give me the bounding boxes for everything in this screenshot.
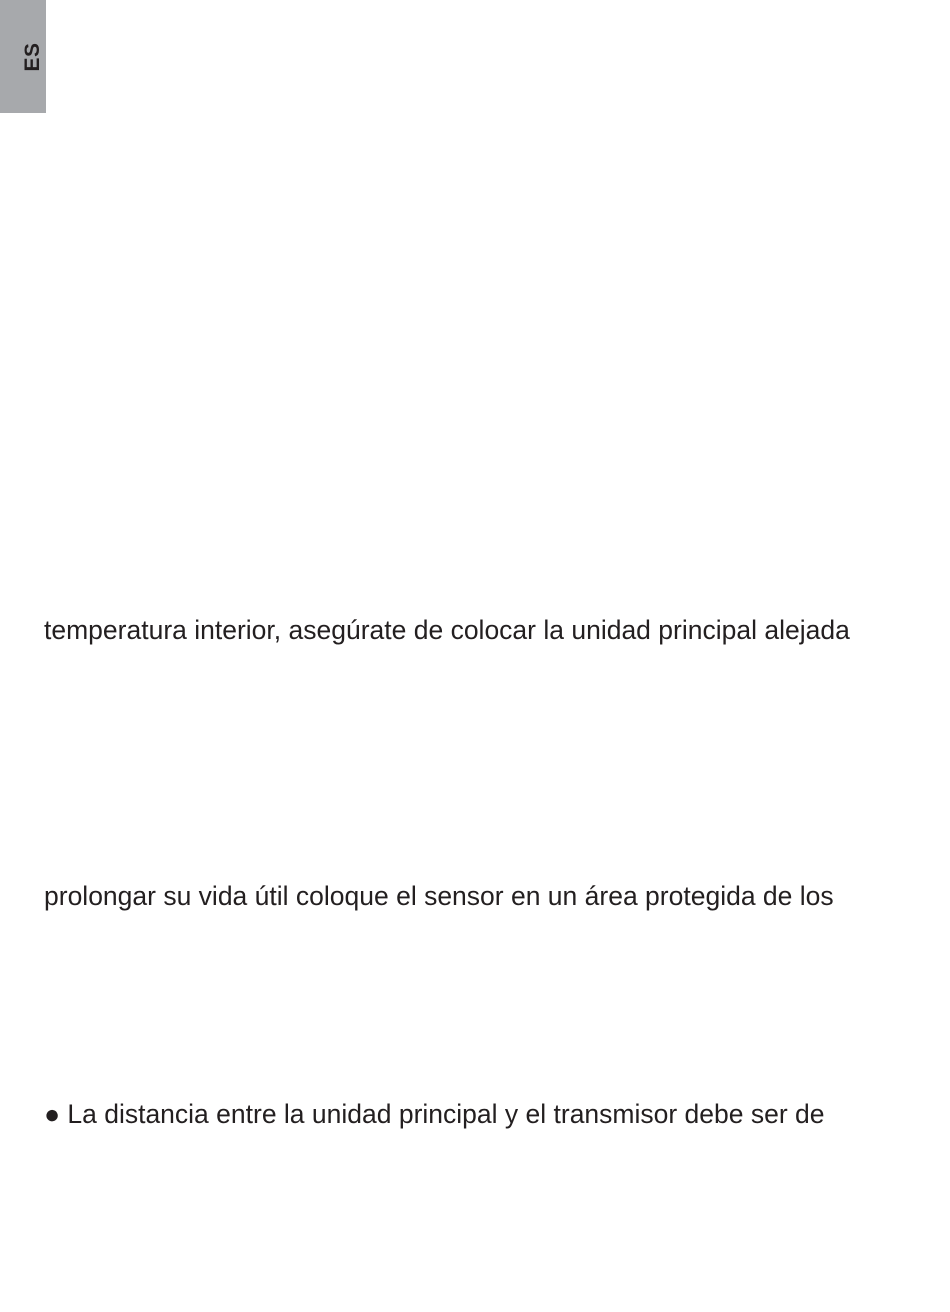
bullet-text-line: ● La distancia entre la unidad principal y el transmisor debe ser de <box>44 1099 825 1129</box>
body-text-line: temperatura interior, asegúrate de colocar la unidad principal alejada <box>44 615 850 645</box>
language-label: ES <box>21 42 44 72</box>
language-tab <box>0 0 46 113</box>
body-text-line: prolongar su vida útil coloque el sensor en un área protegida de los <box>44 881 834 911</box>
